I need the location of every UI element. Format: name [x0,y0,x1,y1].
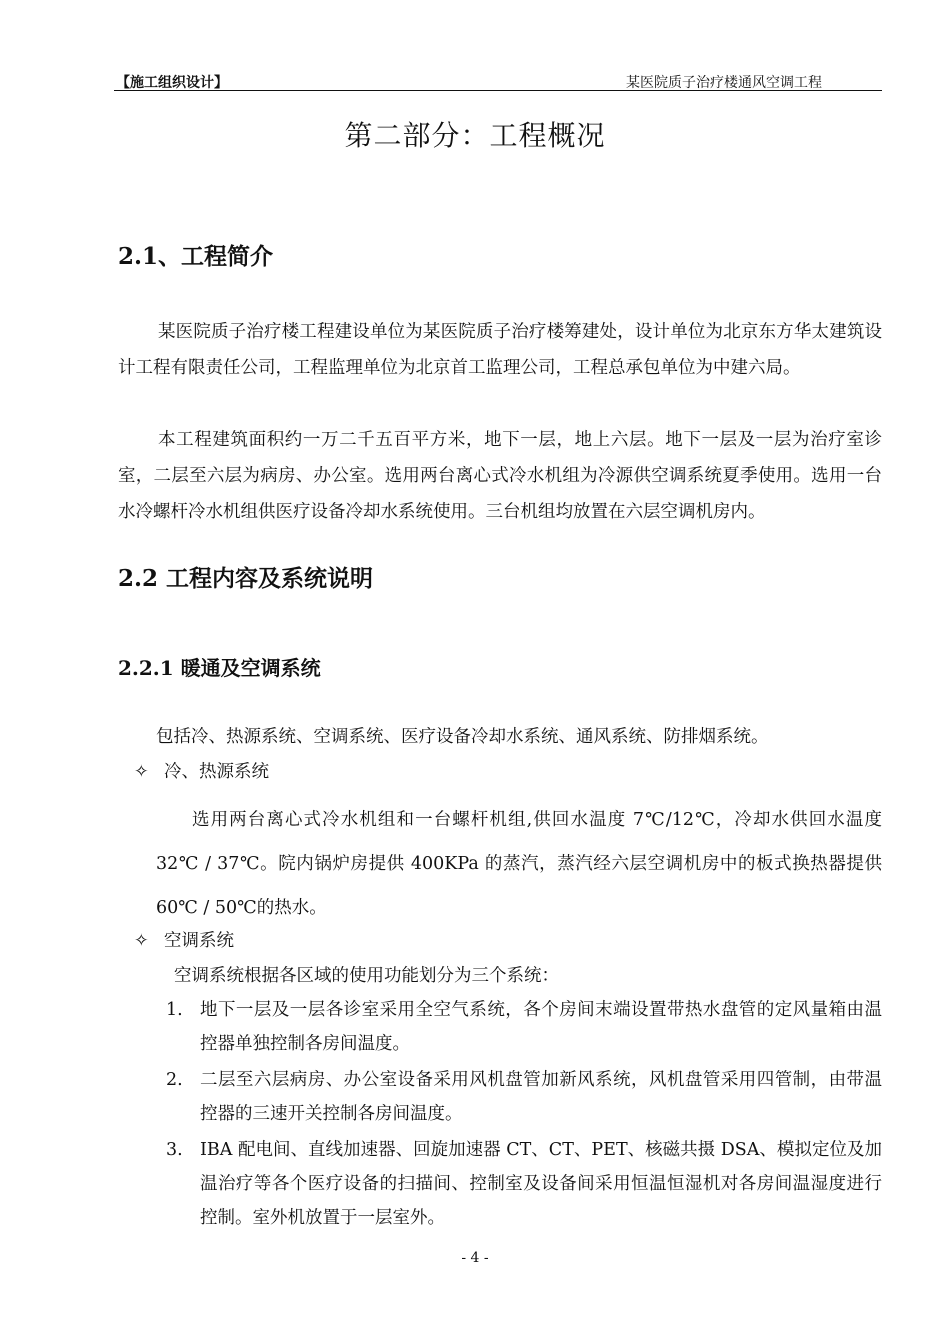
section-2-2-1-heading: 2.2.1 暖通及空调系统 [118,656,321,680]
list-item-number: 1. [166,1000,183,1020]
bullet-air-conditioning-label: 空调系统 [164,931,234,951]
list-item-text: IBA 配电间、直线加速器、回旋加速器 CT、CT、PET、核磁共摄 DSA、模拟定位及加温治疗等各个医疗设备的扫描间、控制室及设备间采用恒温恒湿机对各房间温湿度进行控制。室外机放置于一层室外。 [200,1140,882,1228]
page-number: - 4 - [461,1250,489,1266]
section-2-1-heading: 2.1、工程简介 [118,243,274,270]
header-left: 【施工组织设计】 [116,75,228,91]
section-2-2-heading: 2.2 工程内容及系统说明 [118,565,374,592]
bullet-air-conditioning [134,927,234,952]
page-title: 第二部分：工程概况 [344,119,606,152]
section-2-1-paragraph-1: 某医院质子治疗楼工程建设单位为某医院质子治疗楼筹建处，设计单位为北京东方华太建筑设计工程有限责任公司，工程监理单位为北京首工监理公司，工程总承包单位为中建六局。 [118,322,882,378]
section-2-1-paragraph-2: 本工程建筑面积约一万二千五百平方米，地下一层，地上六层。地下一层及一层为治疗室诊室，二层至六层为病房、办公室。选用两台离心式冷水机组为冷源供空调系统夏季使用。选用一台水冷螺杆冷水机组供医疗设备冷却水系统使用。三台机组均放置在六层空调机房内。 [118,430,882,522]
list-item [166,1063,882,1131]
ac-system-intro: 空调系统根据各区域的使用功能划分为三个系统： [174,966,559,986]
list-item [166,1133,882,1235]
section-2-2-1-intro: 包括冷、热源系统、空调系统、医疗设备冷却水系统、通风系统、防排烟系统。 [156,727,769,747]
cooling-heating-description: 选用两台离心式冷水机组和一台螺杆机组,供回水温度 7℃/12℃，冷却水供回水温度 32℃ / 37℃。院内锅炉房提供 400KPa 的蒸汽，蒸汽经六层空调机房中的板式换热器提供 60℃ / 50℃的热水。 [156,810,882,918]
list-item-number: 3. [166,1140,183,1160]
bullet-cooling-heating-label: 冷、热源系统 [164,762,269,782]
list-item-text: 二层至六层病房、办公室设备采用风机盘管加新风系统，风机盘管采用四管制，由带温控器的三速开关控制各房间温度。 [200,1070,882,1124]
bullet-cooling-heating [134,758,269,783]
list-item-text: 地下一层及一层各诊室采用全空气系统，各个房间末端设置带热水盘管的定风量箱由温控器单独控制各房间温度。 [200,1000,882,1054]
header-rule [114,90,882,91]
list-item-number: 2. [166,1070,183,1090]
diamond-bullet-icon: ✧ [134,931,149,951]
header-right: 某医院质子治疗楼通风空调工程 [626,75,822,91]
diamond-bullet-icon: ✧ [134,762,149,782]
list-item [166,993,882,1061]
